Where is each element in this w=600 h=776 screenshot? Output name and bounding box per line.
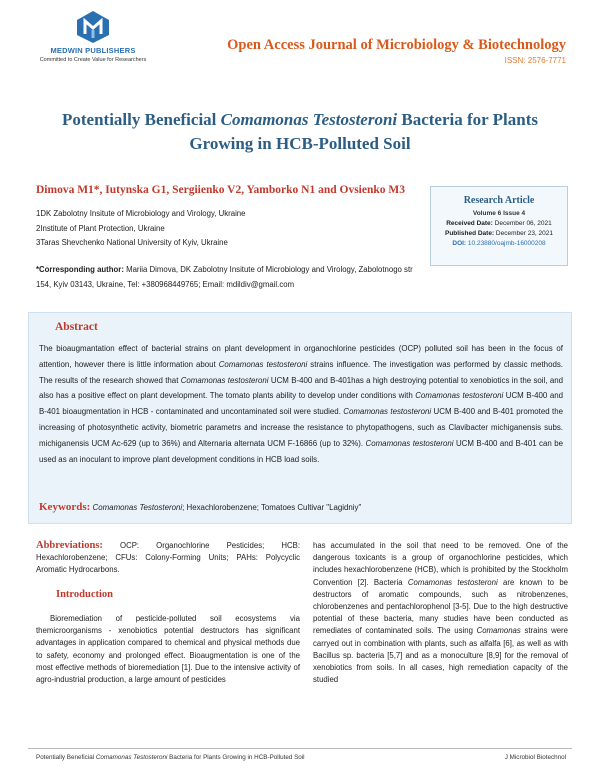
body-paragraph bbox=[313, 540, 568, 686]
abstract-italic: Comamonas testosteroni bbox=[180, 375, 269, 385]
page-header bbox=[0, 0, 600, 90]
keywords-heading: Keywords: bbox=[39, 501, 91, 513]
abstract-italic: Comamonas testosteroni bbox=[343, 407, 432, 417]
affiliations bbox=[36, 207, 406, 251]
article-info-box bbox=[430, 186, 568, 266]
abstract-part: UCM B-400 and B-401 promoted the increasing of photosynthetic activity, biometric parametrs and increase the resistance to phytopathogens, such as Clavibacter michiganensis subs. michiganensis UCM Ac-629 (up to 36%) and Alternaria alternata UCM F-16866 (up to 32%). bbox=[39, 407, 563, 448]
abstract-text bbox=[39, 341, 563, 467]
keywords-text: ; Hexachlorobenzene; Tomatoes Cultivar "Lagidniy" bbox=[182, 503, 362, 512]
footer-divider bbox=[28, 748, 572, 749]
title-part: Potentially Beneficial bbox=[62, 110, 221, 129]
journal-issn: ISSN: 2576-7771 bbox=[504, 56, 566, 65]
published-label: Published Date: bbox=[444, 230, 495, 237]
affiliation-3: 3Taras Shevchenko National University of Kyiv, Ukraine bbox=[36, 238, 228, 247]
footer-italic: Comamonas Testosteroni bbox=[95, 754, 168, 761]
abstract-part: UCM B-400 and B-401has a high destroying potential to xenobiotics in the soil, and also has a positive effect on plant development. The tomato plants ability to develop under conditions with bbox=[39, 375, 563, 401]
body-italic: Comamonas testosteroni bbox=[407, 577, 498, 587]
affiliation-1: 1DK Zabolotny Insitute of Microbiology and Virology, Ukraine bbox=[36, 209, 246, 218]
introduction-paragraph: Bioremediation of pesticide-polluted soil ecosystems via themicroorganisms - xenobiotics potential destructors has significant advantages in application compared to chemical and physical methods due to safety, economy and prolonged effect. Bioaugmentation is one of the most effective methods of bioremediation [1]. Due to the intensive activity of agro-industrial production, a large amount of pesticides bbox=[36, 614, 300, 685]
doi-label: DOI: bbox=[452, 240, 467, 247]
title-part: Bacteria for Plants Growing in HCB-Polluted Soil bbox=[189, 110, 538, 153]
publisher-tagline: Committed to Create Value for Researchers bbox=[39, 57, 147, 63]
published-date bbox=[431, 230, 567, 237]
received-date bbox=[431, 220, 567, 227]
body-part: strains were carryed out in combination with plants, such as alfalfa [6], as well as with Bacillus sp. bacteria [5,7] and as a monoculture [8,9] for the removal of xenobiotics from soils. In all cases, high remediation capacity of the studied bbox=[313, 626, 568, 685]
abbreviations-text: OCP: Organochlorine Pesticides; HCB: Hexachlorobenzene; CFUs: Colony-Forming Units; PAHs: Polycyclic Aromatic Hydrocarbons. bbox=[36, 541, 300, 574]
abstract-italic: Comamonas testosteroni bbox=[365, 438, 454, 448]
doi-value[interactable]: 10.23880/oajmb-16000208 bbox=[466, 240, 546, 247]
abstract-italic: Comamonas testosteroni bbox=[415, 391, 504, 401]
published-value: December 23, 2021 bbox=[494, 230, 554, 237]
introduction-heading: Introduction bbox=[56, 589, 113, 600]
received-value: December 06, 2021 bbox=[492, 220, 552, 227]
left-column bbox=[36, 540, 300, 686]
volume-issue: Volume 6 Issue 4 bbox=[472, 210, 526, 217]
abstract-part: UCM B-400 and B-401 can be used as an inoculant to improve plant development conditions in HCB load soils. bbox=[39, 438, 563, 464]
right-column bbox=[313, 540, 568, 686]
abstract-part: strains influence. The investigation was performed by classic methods. The results of the research showed that bbox=[39, 359, 563, 385]
corresponding-text: Mariia Dimova, DK Zabolotny Insitute of Microbiology and Virology, Zabolotnogo str 154, Kyiv 03143, Ukraine, Tel: +380968449765; Email: mdildiv@gmail.com bbox=[36, 265, 413, 289]
doi-link[interactable] bbox=[431, 240, 567, 247]
abstract-italic: Comamonas testosteroni bbox=[218, 359, 308, 369]
author-list: Dimova M1*, Iutynska G1, Sergiienko V2, Yamborko N1 and Ovsienko M3 bbox=[36, 184, 405, 196]
article-type: Research Article bbox=[463, 195, 535, 206]
journal-title: Open Access Journal of Microbiology & Biotechnology bbox=[227, 37, 566, 53]
publisher-name: MEDWIN PUBLISHERS bbox=[50, 46, 136, 55]
abstract-section bbox=[28, 312, 572, 524]
article-title bbox=[40, 108, 560, 156]
corresponding-label: *Corresponding author: bbox=[36, 265, 124, 274]
abbreviations-heading: Abbreviations: bbox=[36, 540, 103, 551]
footer-running-title bbox=[36, 754, 305, 761]
footer-journal: J Microbiol Biotechnol bbox=[504, 754, 566, 761]
abstract-heading: Abstract bbox=[55, 321, 98, 333]
keywords-italic: Comamonas Testosteroni bbox=[90, 503, 183, 512]
abstract-part: The bioaugmantation effect of bacterial strains on plant development in organochlorine pesticides (OCP) polluted soil has been in the focus of attention, however there is little information about bbox=[39, 344, 563, 369]
body-italic: Comamonas bbox=[476, 626, 521, 636]
journal-info bbox=[227, 37, 566, 65]
received-label: Received Date: bbox=[446, 220, 493, 227]
medwin-logo-icon bbox=[75, 10, 111, 44]
title-italic: Comamonas Testosteroni bbox=[220, 110, 398, 129]
footer-part: Potentially Beneficial bbox=[36, 754, 96, 761]
abstract-part: UCM B-400 and B-401 bioaugmentation in HCB - contaminated and uncontaminated soil were studied. bbox=[39, 391, 563, 417]
publisher-logo bbox=[28, 10, 158, 63]
affiliation-2: 2Institute of Plant Protection, Ukraine bbox=[36, 223, 165, 233]
keywords bbox=[39, 501, 563, 513]
corresponding-author bbox=[36, 262, 416, 292]
abbreviations bbox=[36, 540, 300, 576]
footer-part: Bacteria for Plants Growing in HCB-Polluted Soil bbox=[167, 754, 305, 761]
body-part: are known to be destructors of aromatic compounds, such as nitrobenzenes, chlorobenzenes and pentachlorophenol [3-5]. Due to the high destructive potential of these bacteria, many studies have been conducted as remediates of contaminated soils. The using bbox=[313, 577, 569, 636]
body-part: has accumulated in the soil that need to be removed. One of the dangerous toxicants is a group of organochlorine pesticides, which includes hexachlorobenzene (HCB), which is prohibited by the Stockholm Convention [2]. Bacteria bbox=[313, 541, 568, 587]
